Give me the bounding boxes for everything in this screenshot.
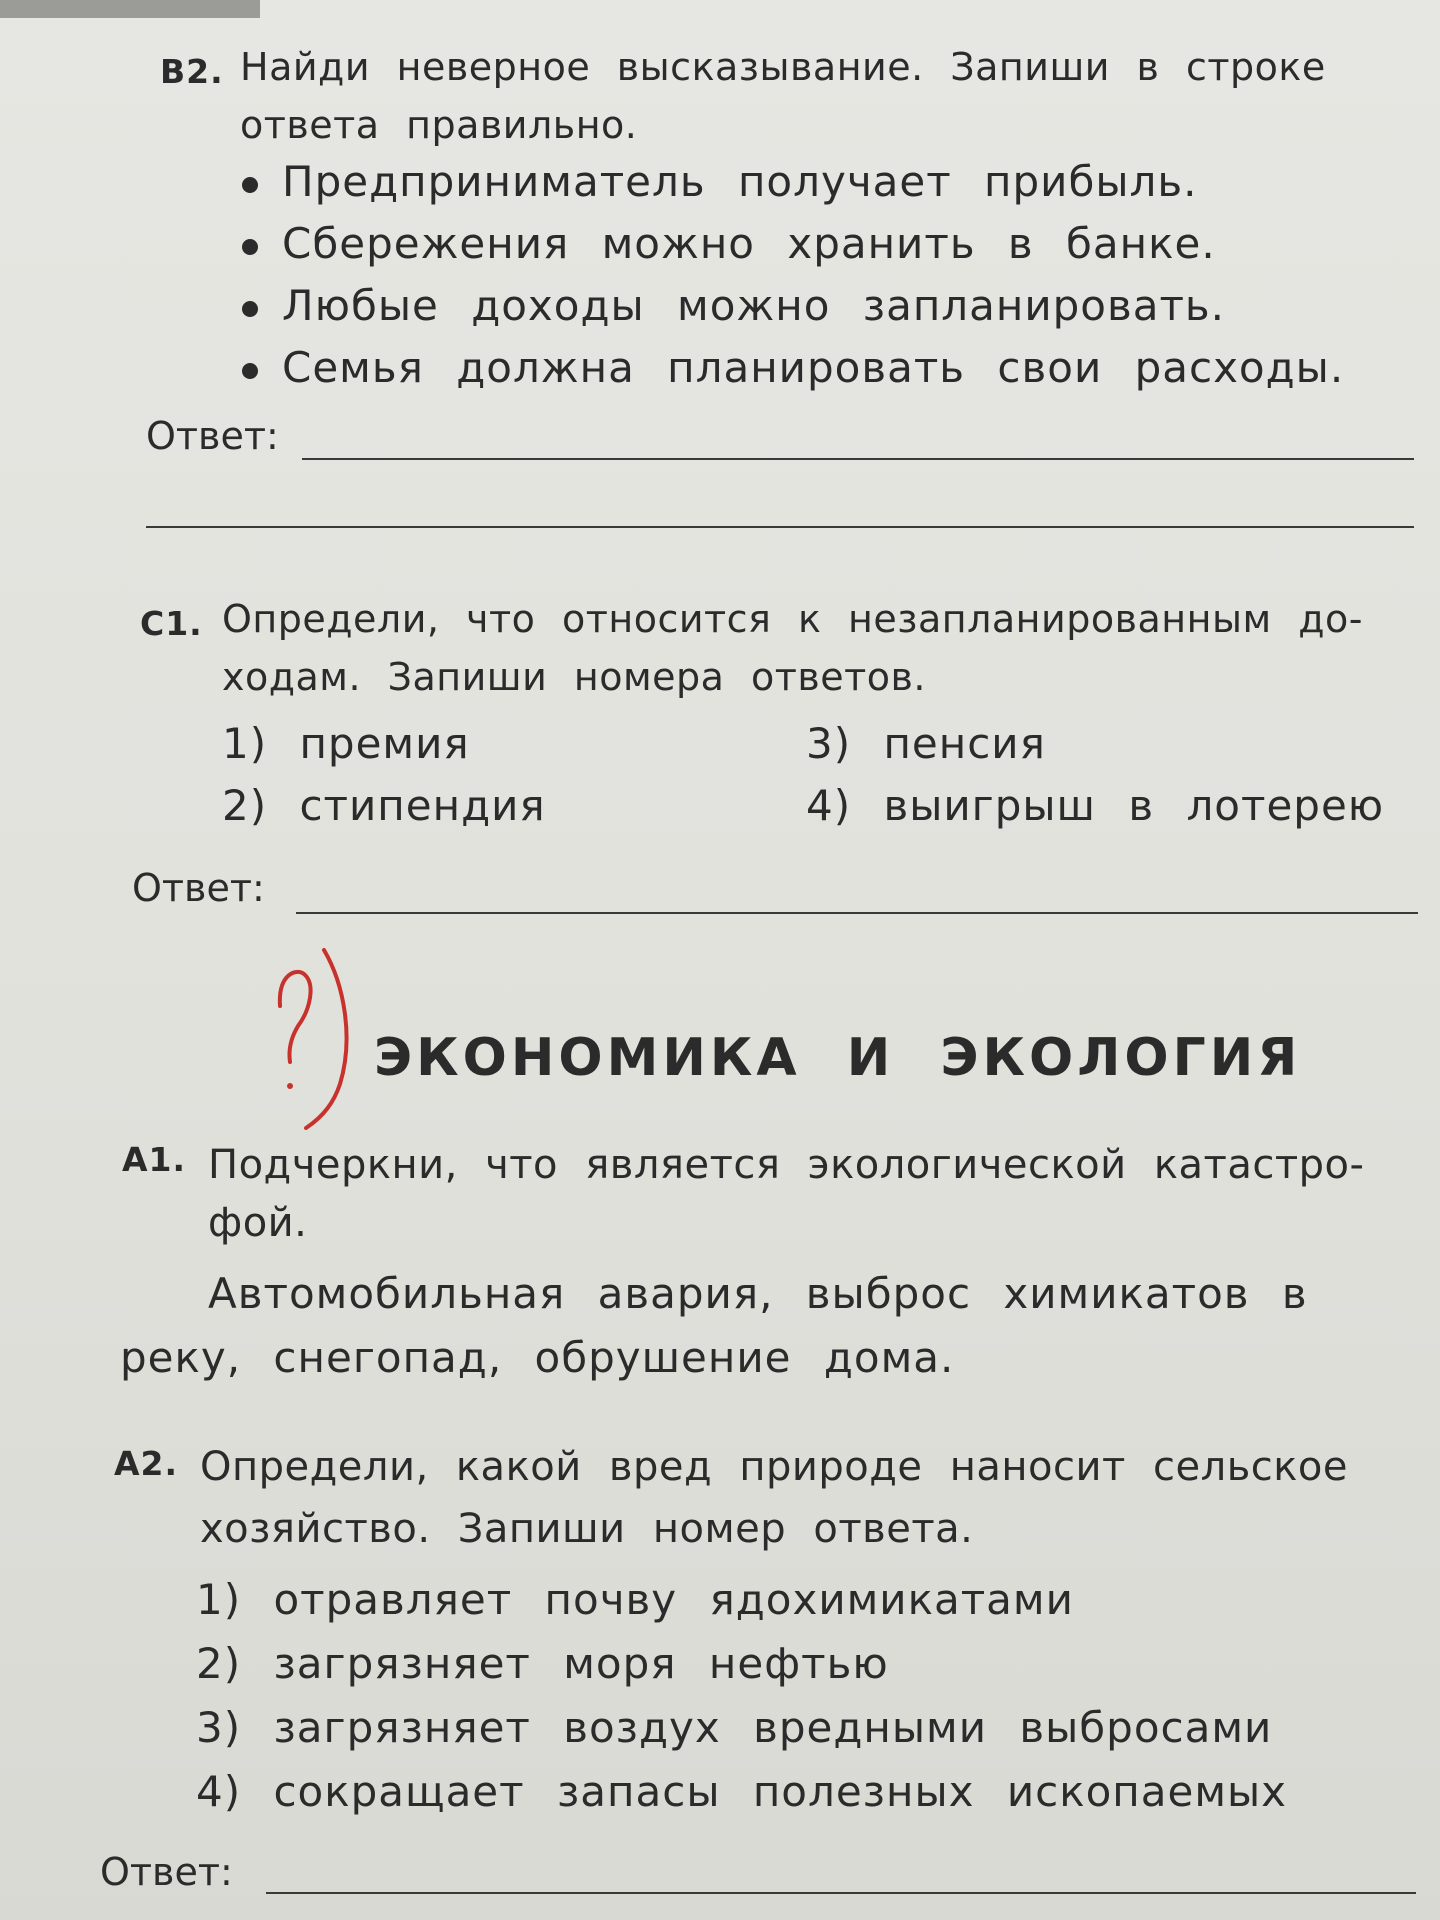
a1-prompt-line1: Подчеркни, что является экологической катастро- [208,1142,1365,1188]
a2-prompt-line2: хозяйство. Запиши номер ответа. [200,1506,974,1552]
b2-answer-label: Ответ: [146,414,279,458]
c1-prompt-line2: ходам. Запиши номера ответов. [222,655,927,699]
a1-prompt-line2: фой. [208,1200,308,1246]
b2-prompt-line2: ответа правильно. [240,103,638,147]
a2-option-2: 2) загрязняет моря нефтью [196,1639,889,1688]
b2-statement-1: Предприниматель получает прибыль. [242,150,1197,214]
b2-answer-line-1[interactable] [302,458,1414,460]
a2-answer-label: Ответ: [100,1850,233,1894]
page-edge-shadow [0,0,260,18]
a2-option-3: 3) загрязняет воздух вредными выбросами [196,1703,1273,1752]
b2-number: В2. [160,52,224,91]
c1-option-3: 3) пенсия [806,719,1046,768]
a2-option-1: 1) отравляет почву ядохимикатами [196,1575,1074,1624]
b2-statement-4: Семья должна планировать свои расходы. [242,336,1344,400]
a2-prompt-line1: Определи, какой вред природе наносит сельское [200,1444,1349,1490]
c1-prompt-line1: Определи, что относится к незапланированным до- [222,597,1363,641]
section-title: ЭКОНОМИКА И ЭКОЛОГИЯ [374,1028,1302,1088]
a1-text-line1: Автомобильная авария, выброс химикатов в [208,1269,1308,1318]
c1-number: С1. [140,604,203,643]
b2-prompt-line1: Найди неверное высказывание. Запиши в строке [240,45,1326,89]
c1-option-1: 1) премия [222,719,470,768]
a2-answer-line[interactable] [266,1892,1416,1894]
a1-text-line2: реку, снегопад, обрушение дома. [120,1333,955,1382]
b2-answer-line-2[interactable] [146,526,1414,528]
b2-statement-2: Сбережения можно хранить в банке. [242,212,1216,276]
c1-option-4: 4) выигрыш в лотерею [806,781,1385,830]
c1-answer-line[interactable] [296,912,1418,914]
a2-number: А2. [114,1444,179,1483]
handwritten-question-mark-icon [262,944,362,1134]
a2-option-4: 4) сокращает запасы полезных ископаемых [196,1767,1288,1816]
a1-number: А1. [122,1140,187,1179]
c1-option-2: 2) стипендия [222,781,546,830]
b2-statement-3: Любые доходы можно запланировать. [242,274,1225,338]
c1-answer-label: Ответ: [132,866,265,910]
